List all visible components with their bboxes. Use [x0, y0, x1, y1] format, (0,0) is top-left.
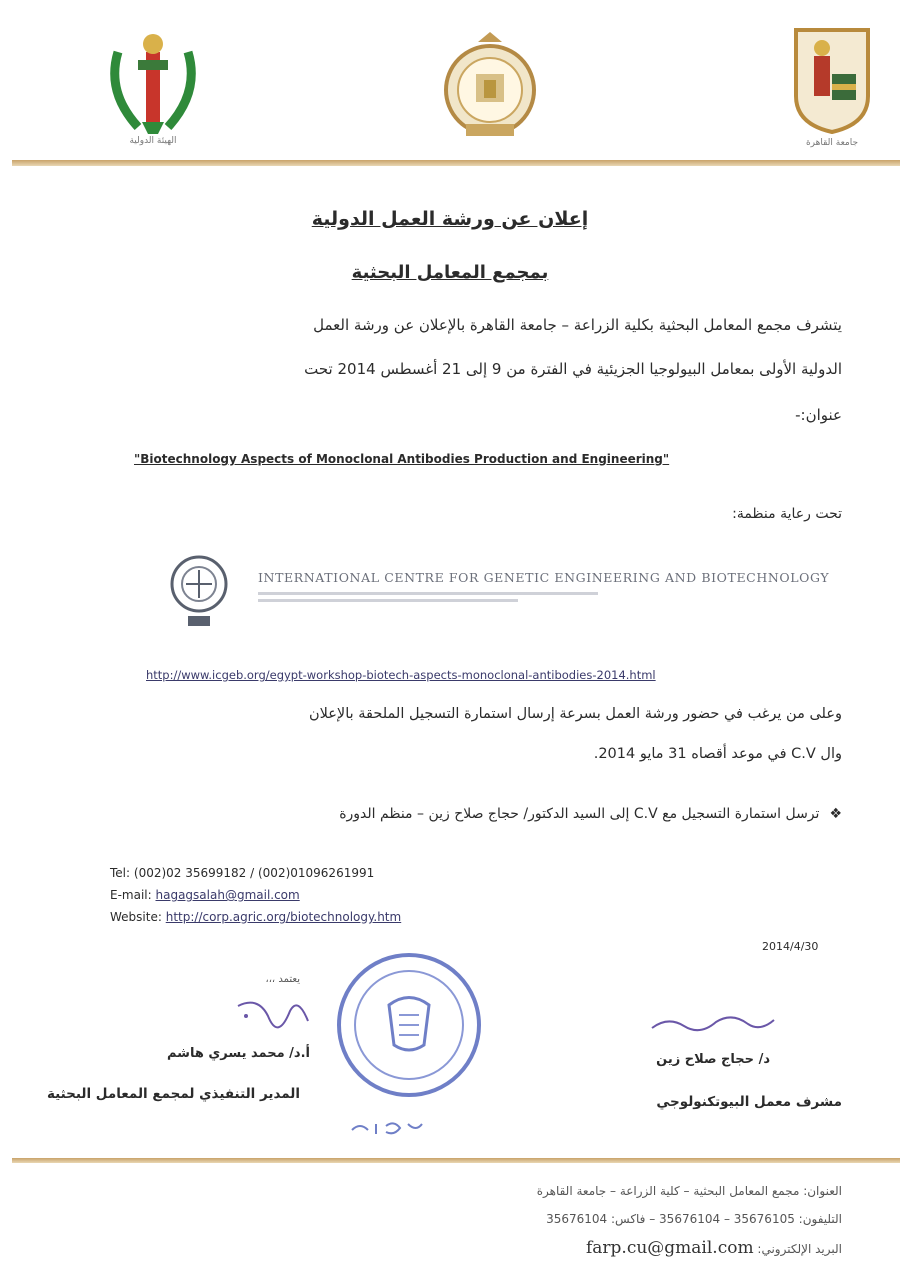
- apply-line-2: وال C.V في موعد أقصاه 31 مايو 2014.: [593, 746, 842, 762]
- right-logo-caption: جامعة القاهرة: [805, 138, 859, 148]
- bullet-text: ترسل استمارة التسجيل مع C.V إلى السيد الدكتور/ حجاج صلاح زين – منظم الدورة: [339, 806, 820, 822]
- diamond-bullet-icon: ❖: [829, 806, 842, 822]
- tel-value: (002)02 35699182 / (002)01096261991: [133, 866, 375, 880]
- right-signature-mark: [648, 1008, 778, 1044]
- body-line-3: عنوان:-: [795, 406, 842, 424]
- cairo-university-shield-icon: [792, 26, 872, 136]
- body-line-2: الدولية الأولى بمعامل البيولوجيا الجزيئية في الفترة من 9 إلى 21 أغسطس 2014 تحت: [304, 360, 842, 378]
- university-crest-icon: [442, 28, 538, 146]
- left-signature-mark: [228, 986, 318, 1046]
- bullet-item: [339, 806, 842, 822]
- website-label: Website:: [110, 910, 162, 924]
- footer-email-value[interactable]: farp.cu@gmail.com: [585, 1238, 754, 1258]
- official-stamp: [334, 950, 484, 1100]
- icgeb-emblem-icon: [166, 550, 232, 632]
- left-organization-logo: [98, 22, 208, 152]
- icgeb-name: INTERNATIONAL CENTRE FOR GENETIC ENGINEERING AND BIOTECHNOLOGY: [258, 570, 830, 585]
- icgeb-logo: [166, 550, 232, 636]
- icgeb-url-link[interactable]: http://www.icgeb.org/egypt-workshop-biotech-aspects-monoclonal-antibodies-2014.html: [146, 668, 656, 682]
- handwritten-number-mark: [346, 1118, 426, 1138]
- announcement-title: إعلان عن ورشة العمل الدولية: [311, 208, 589, 230]
- tel-label: Tel:: [110, 866, 131, 880]
- apply-line-1: وعلى من يرغب في حضور ورشة العمل بسرعة إرسال استمارة التسجيل الملحقة بالإعلان: [308, 706, 842, 722]
- approval-prefix: يعتمد ،،،: [265, 974, 300, 985]
- contact-tel: [110, 866, 374, 880]
- body-line-1: يتشرف مجمع المعامل البحثية بكلية الزراعة – جامعة القاهرة بالإعلان عن ورشة العمل: [313, 316, 842, 334]
- left-signatory-title: المدير التنفيذي لمجمع المعامل البحثية: [46, 1086, 300, 1102]
- footer-email-label: البريد الإلكتروني:: [757, 1242, 842, 1256]
- footer-phone: التليفون: 35676105 – 35676104 – فاكس: 35676104: [546, 1212, 842, 1226]
- contact-email: [110, 888, 300, 902]
- header-divider: [12, 160, 900, 166]
- email-link[interactable]: hagagsalah@gmail.com: [155, 888, 300, 902]
- left-signatory-name: أ.د/ محمد يسري هاشم: [166, 1046, 310, 1061]
- right-signatory-name: د/ حجاج صلاح زين: [656, 1052, 770, 1067]
- sponsor-intro: تحت رعاية منظمة:: [732, 506, 842, 522]
- right-signatory-title: مشرف معمل البيوتكنولوجي: [656, 1094, 842, 1110]
- document-date: 2014/4/30: [762, 940, 819, 953]
- laurel-emblem-icon: [98, 22, 208, 142]
- footer-divider: [12, 1158, 900, 1163]
- workshop-title: "Biotechnology Aspects of Monoclonal Antibodies Production and Engineering": [134, 452, 670, 466]
- contact-website: [110, 910, 401, 924]
- footer-email: [586, 1238, 842, 1258]
- announcement-subtitle: بمجمع المعامل البحثية: [351, 262, 549, 283]
- left-logo-caption: الهيئة الدولية: [129, 136, 177, 146]
- email-label: E-mail:: [110, 888, 152, 902]
- icgeb-subtext-lines: [258, 592, 618, 608]
- footer-address: العنوان: مجمع المعامل البحثية – كلية الزراعة – جامعة القاهرة: [536, 1184, 842, 1198]
- website-link[interactable]: http://corp.agric.org/biotechnology.htm: [165, 910, 402, 924]
- center-organization-logo: [442, 28, 538, 146]
- right-organization-logo: [792, 26, 872, 152]
